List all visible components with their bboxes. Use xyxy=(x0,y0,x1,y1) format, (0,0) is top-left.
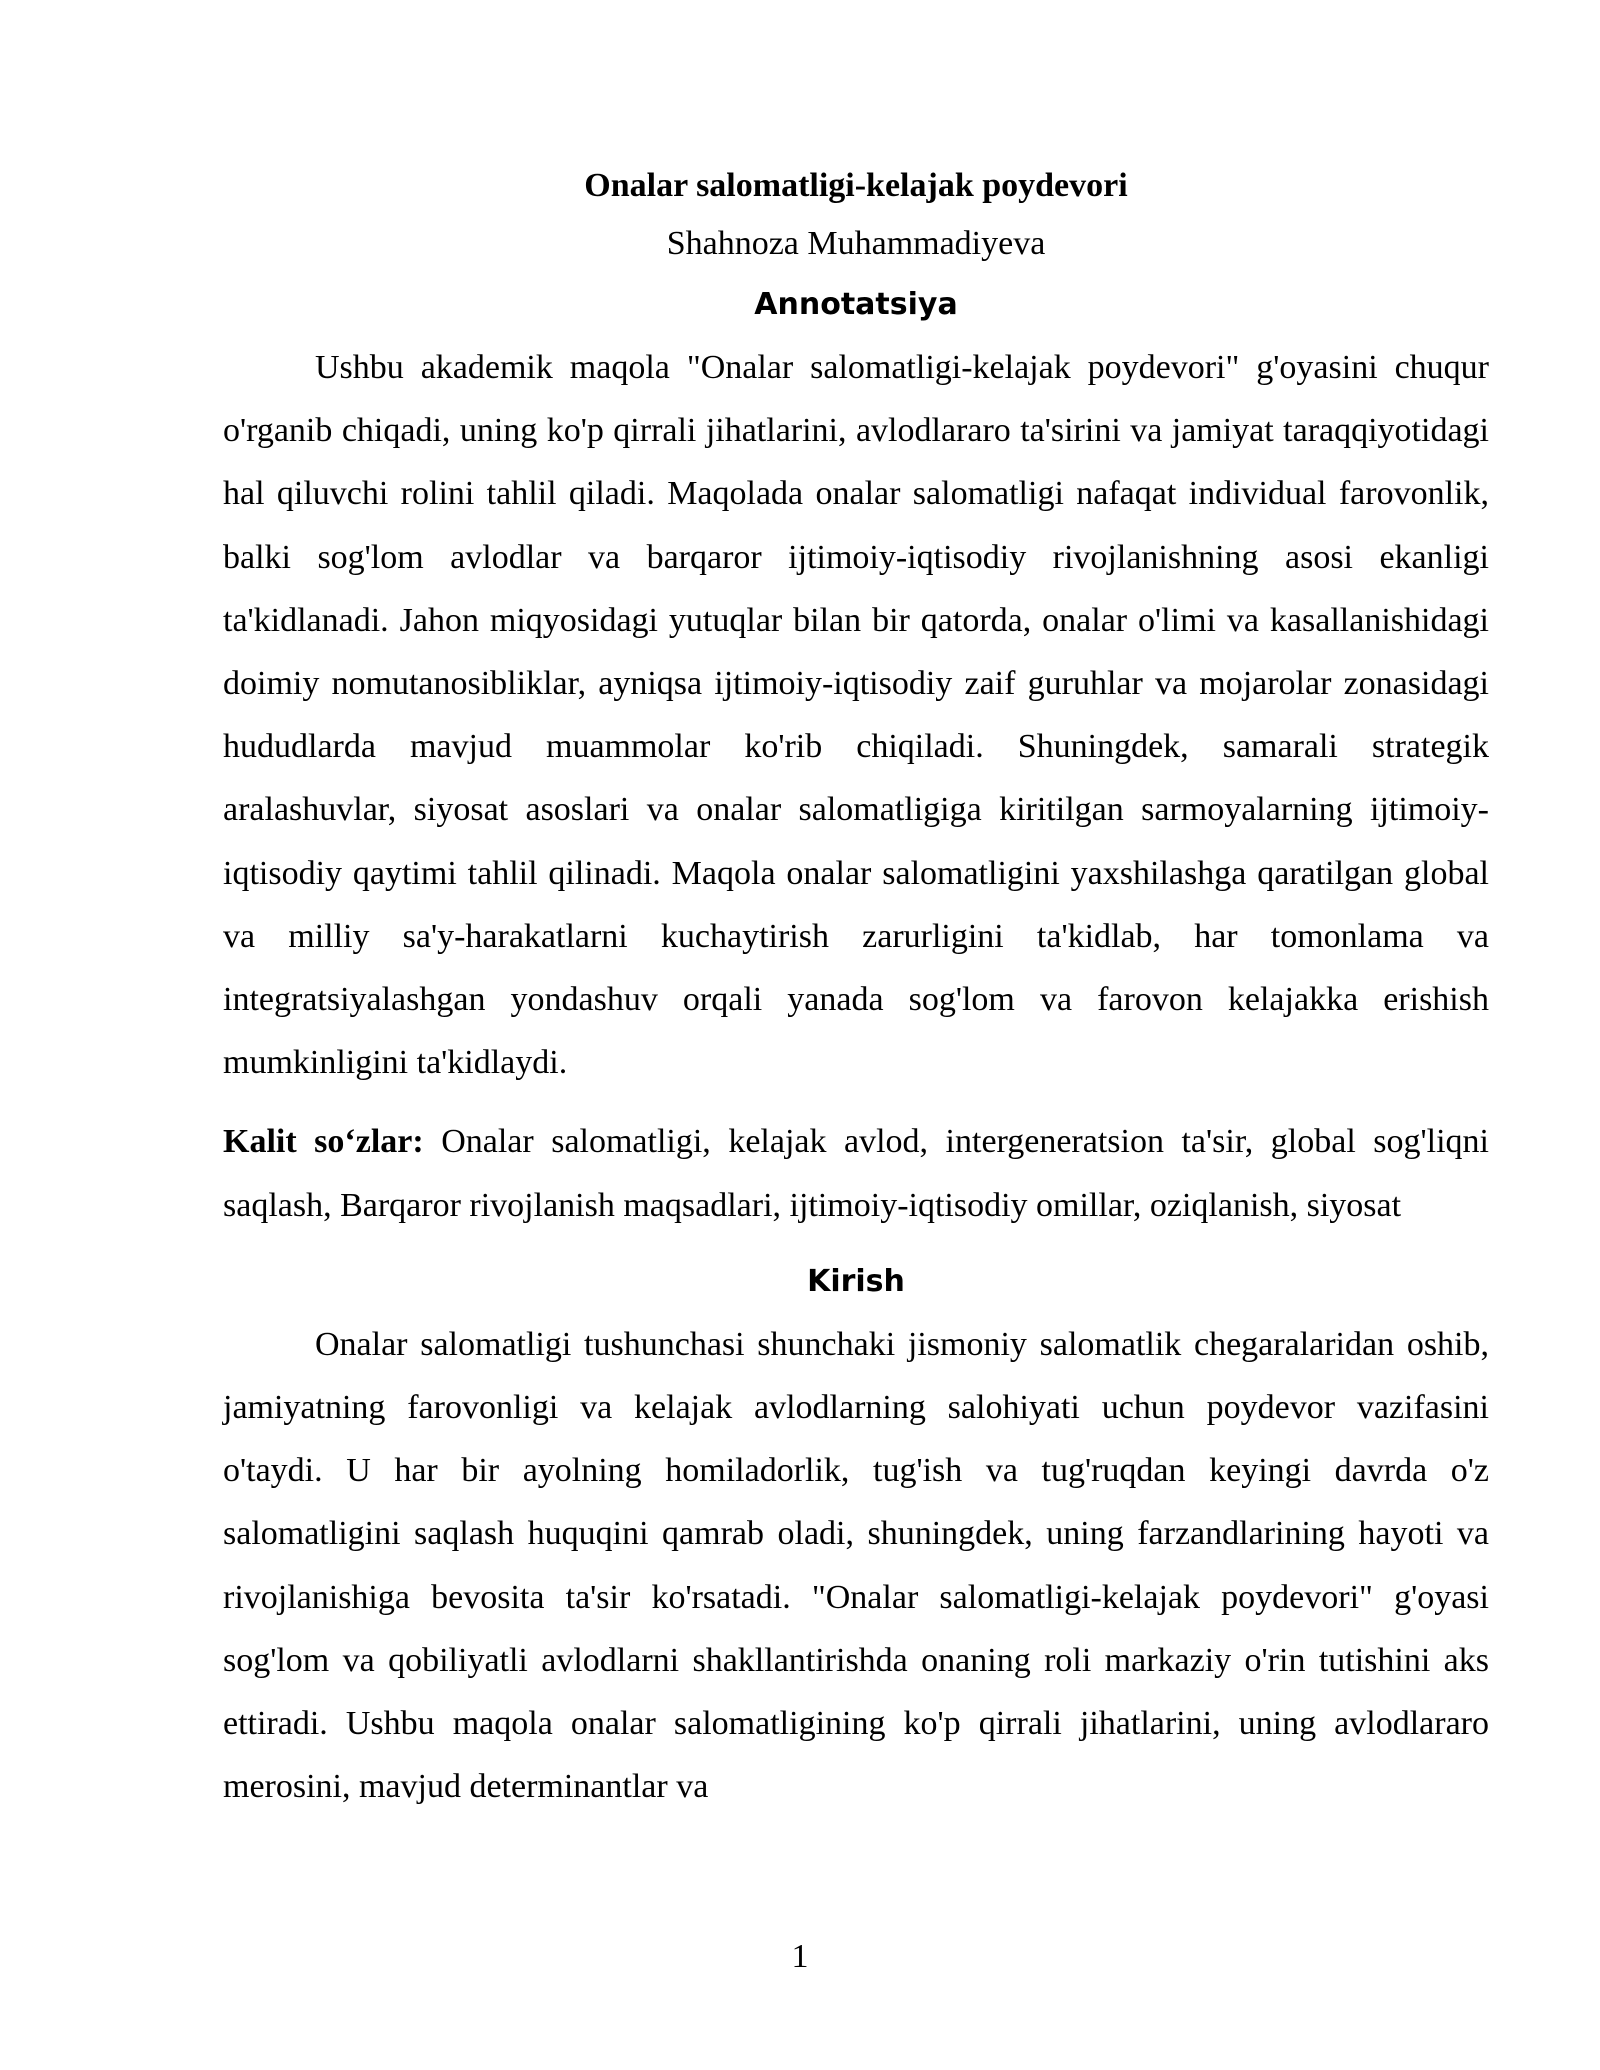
page-content xyxy=(223,158,1489,1818)
abstract-paragraph: Ushbu akademik maqola "Onalar salomatligi-kelajak poydevori" g'oyasini chuqur o'rganib chiqadi, uning ko'p qirrali jihatlarini, avlodlararo ta'sirini va jamiyat taraqqiyotidagi hal qiluvchi rolini tahlil qiladi. Maqolada onalar salomatligi nafaqat individual farovonlik, balki sog'lom avlodlar va barqaror ijtimoiy-iqtisodiy rivojlanishning asosi ekanligi ta'kidlanadi. Jahon miqyosidagi yutuqlar bilan bir qatorda, onalar o'limi va kasallanishidagi doimiy nomutanosibliklar, ayniqsa ijtimoiy-iqtisodiy zaif guruhlar va mojarolar zonasidagi hududlarda mavjud muammolar ko'rib chiqiladi. Shuningdek, samarali strategik aralashuvlar, siyosat asoslari va onalar salomatligiga kiritilgan sarmoyalarning ijtimoiy-iqtisodiy qaytimi tahlil qilinadi. Maqola onalar salomatligini yaxshilashga qaratilgan global va milliy sa'y-harakatlarni kuchaytirish zarurligini ta'kidlab, har tomonlama va integratsiyalashgan yondashuv orqali yanada sog'lom va farovon kelajakka erishish mumkinligini ta'kidlaydi. xyxy=(223,349,1489,1082)
keywords-text: Onalar salomatligi, kelajak avlod, intergeneratsion ta'sir, global sog'liqni saqlash, Barqaror rivojlanish maqsadlari, ijtimoiy-iqtisodiy omillar, oziqlanish, siyosat xyxy=(223,1123,1489,1224)
keywords-label: Kalit so‘zlar: xyxy=(223,1123,424,1161)
author-name: Shahnoza Muhammadiyeva xyxy=(666,225,1046,262)
introduction-paragraph: Onalar salomatligi tushunchasi shunchaki jismoniy salomatlik chegaralaridan oshib, jamiyatning farovonligi va kelajak avlodlarning salohiyati uchun poydevor vazifasini o'taydi. U har bir ayolning homiladorlik, tug'ish va tug'ruqdan keyingi davrda o'z salomatligini saqlash huquqini qamrab oladi, shuningdek, uning farzandlarining hayoti va rivojlanishiga bevosita ta'sir ko'rsatadi. "Onalar salomatligi-kelajak poydevori" g'oyasi sog'lom va qobiliyatli avlodlarni shakllantirishda onaning roli markaziy o'rin tutishini aks ettiradi. Ushbu maqola onalar salomatligining ko'p qirrali jihatlarini, uning avlodlararo merosini, mavjud determinantlar va xyxy=(223,1325,1489,1806)
keywords-paragraph xyxy=(223,1110,1489,1236)
page-number: 1 xyxy=(791,1938,809,1975)
paper-title: Onalar salomatligi-kelajak poydevori xyxy=(584,167,1128,204)
abstract-heading: Annotatsiya xyxy=(754,287,958,322)
introduction-heading: Kirish xyxy=(807,1263,905,1299)
